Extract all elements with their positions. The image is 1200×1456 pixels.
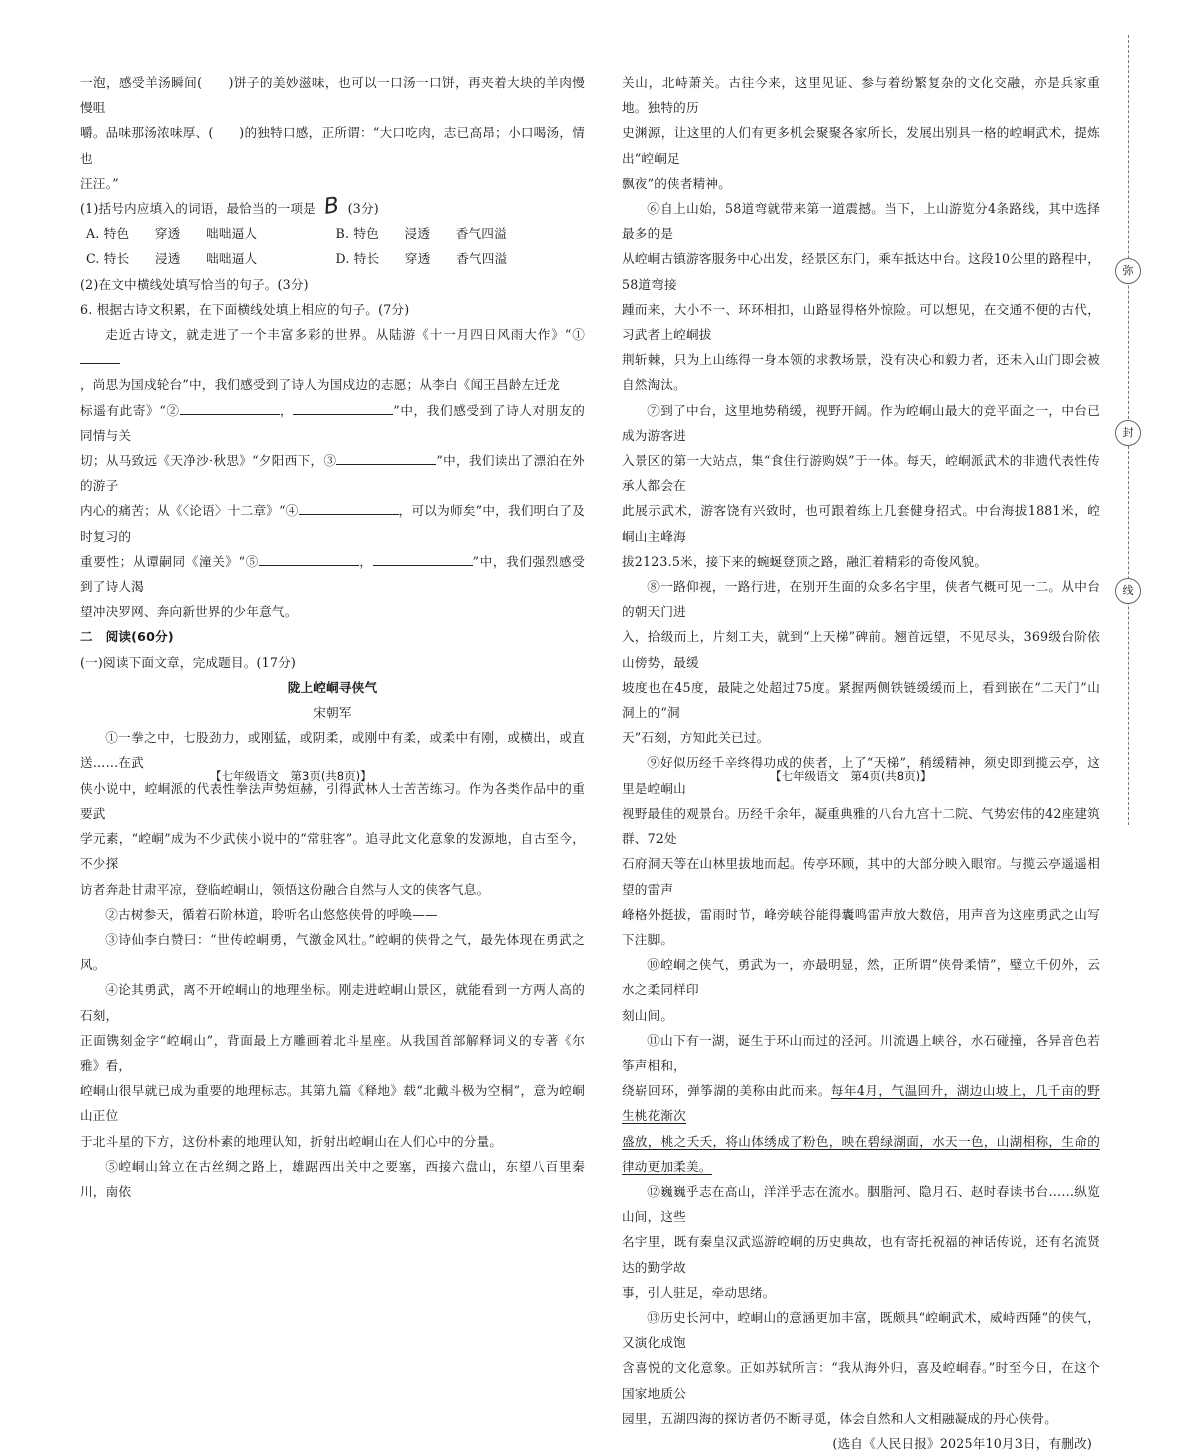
fill-blank-4[interactable] [299, 500, 399, 515]
section-heading: 二 阅读(60分) [80, 629, 174, 645]
article-line: 入，拾级而上，片刻工夫，就到“上天梯”碑前。翘首远望，不见尽头，369级台阶依山傍势，最缓 [622, 629, 1100, 670]
article-line: 踵而来，大小不一、环环相扣，山路显得格外惊险。可以想见，在交通不便的古代，习武者上崆峒拔 [622, 301, 1100, 343]
article-line: 学元素，“崆峒”成为不少武侠小说中的“常驻客”。追寻此文化意象的发源地，自古至今，不少探 [80, 831, 585, 872]
question-6-body: 走近古诗文，就走进了一个丰富多彩的世界。从陆游《十一月四日风雨大作》“① ，尚思为国戍轮台”中，我们感受到了诗人为国戍边的志愿；从李白《闻王昌龄左迁龙 标遥有此寄》“② ， ”中，我们感受到了诗人对朋友的同情与关 切；从马致远《天净沙·秋思》“夕阳西下，③ ”中，我们读出了漂泊在外的游子 内心的痛苦；从《〈论语〉十二章》“④ ，可以为师矣”中，我们明白了及时复习的 重要性；从谭嗣同《潼关》“⑤ ， ”中，我们强烈感受到了诗人渴 望冲决罗网、奔向新世界的少年意气。 [80, 327, 585, 620]
article-line: 拔2123.5米，接下来的蜿蜒登顶之路，融汇着精彩的奇俊风貌。 [622, 553, 988, 569]
article-line: ⑩崆峒之侠气，勇武为一，亦最明显，然，正所谓“侠骨柔情”，璧立千仞外，云水之柔同样印 [622, 957, 1100, 998]
subsection-heading: (一)阅读下面文章，完成题目。(17分) [80, 654, 296, 670]
left-page [80, 70, 585, 1199]
intro-line: 汪汪。” [80, 175, 119, 191]
article-line: 园里，五湖四海的探访者仍不断寻觅，体会自然和人文相融凝成的丹心侠骨。 [622, 1410, 1057, 1426]
question-6-title: 6. 根据古诗文积累，在下面横线处填上相应的句子。(7分) [80, 301, 410, 317]
article-line: ④论其勇武，离不开崆峒山的地理坐标。刚走进崆峒山景区，就能看到一方两人高的石刻， [80, 982, 585, 1023]
article-line: 正面镌刻金字“崆峒山”，背面最上方雕画着北斗星座。从我国首部解释词义的专著《尔雅》看， [80, 1032, 585, 1073]
article-line: ⑤崆峒山耸立在古丝绸之路上，雄踞西出关中之要塞，西接六盘山，东望八百里秦川，南依 [80, 1158, 585, 1199]
question-1-score: (3分) [347, 201, 379, 217]
article-source: (选自《人民日报》2025年10月3日，有删改) [832, 1435, 1092, 1451]
article-title: 陇上崆峒寻侠气 [287, 679, 378, 695]
binding-mark: 线 [1115, 578, 1141, 604]
article-line: 天”石刻，方知此关已过。 [622, 730, 770, 746]
article-line: 入景区的第一大站点，集“食住行游购娱”于一体。每天，崆峒派武术的非遗代表性传承人都会在 [622, 453, 1100, 494]
option-c: C. 特长 浸透 咄咄逼人 [86, 251, 258, 267]
question-1-text: (1)括号内应填入的词语，最恰当的一项是 [80, 201, 316, 217]
article-author: 宋朝军 [313, 705, 352, 721]
underlined-sentence: 盛放，桃之夭夭，将山体绣成了粉色，映在碧绿湖面，水天一色，山湖相称，生命的律动更加柔美。 [622, 1133, 1100, 1174]
article-line: 从崆峒古镇游客服务中心出发，经景区东门，乘车抵达中台。这段10公里的路程中，58道弯接 [622, 251, 1100, 292]
article-line: 峰格外挺拔，雷雨时节，峰旁峡谷能得囊鸣雷声放大数倍，用声音为这座勇武之山写下注脚。 [622, 906, 1100, 947]
article-line: 坡度也在45度，最陡之处超过75度。紧握两侧铁链缓缓而上，看到嵌在“二天门”山洞上的“洞 [622, 679, 1100, 721]
article-line: 绕崭回环，弹筝湖的美称由此而来。每年4月，气温回升，湖边山坡上，几千亩的野生桃花渐次 [622, 1083, 1100, 1124]
article-line: ⑥自上山始，58道弯就带来第一道震撼。当下，上山游览分4条路线，其中选择最多的是 [622, 201, 1100, 242]
right-page [622, 70, 1100, 1451]
fill-blank-5b[interactable] [373, 551, 473, 566]
article-line: ⑧一路仰视，一路行进，在别开生面的众多名宇里，侠者气概可见一二。从中台的朝天门进 [622, 579, 1100, 620]
page-footer-left: 【七年级语文 第3页(共8页)】 [210, 769, 372, 783]
option-d: D. 特长 穿透 香气四溢 [335, 251, 508, 267]
article-line: ①一拳之中，七股劲力，或刚猛，或阴柔，或刚中有柔，或柔中有刚，或横出，或直送……在武 [80, 730, 585, 771]
fill-blank-5a[interactable] [259, 551, 359, 566]
fill-blank-2a[interactable] [180, 400, 280, 415]
article-line: ⑪山下有一湖，诞生于环山而过的泾河。川流遇上峡谷，水石碰撞，各异音色若筝声相和， [622, 1032, 1100, 1073]
article-line: ②古树参天，循着石阶林道，聆听名山悠悠侠骨的呼唤—— [105, 906, 438, 922]
article-line: 名宇里，既有秦皇汉武巡游崆峒的历史典故，也有寄托祝福的神话传说，还有名流贤达的勤学故 [622, 1234, 1100, 1275]
article-line: 关山，北峙萧关。古往今来，这里见证、参与着纷繁复杂的文化交融，亦是兵家重地。独特的历 [622, 75, 1100, 116]
fill-blank-3[interactable] [336, 450, 436, 465]
article-line: 侠小说中，崆峒派的代表性拳法声势烜赫，引得武林人士苦苦练习。作为各类作品中的重要武 [80, 780, 585, 821]
article-line: 访者奔赴甘肃平凉，登临崆峒山，领悟这份融合自然与人文的侠客气息。 [80, 881, 490, 897]
article-line: ⑨好似历经千辛终得功成的侠者，上了“天梯”，稍缓精神，须史即到揽云亭，这里是崆峒山 [622, 755, 1100, 796]
article-line: 于北斗星的下方，这份朴素的地理认知，折射出崆峒山在人们心中的分量。 [80, 1133, 503, 1149]
article-line: 崆峒山很早就已成为重要的地理标志。其第九篇《释地》载“北戴斗极为空桐”，意为崆峒山正位 [80, 1083, 585, 1124]
option-b: B. 特色 浸透 香气四溢 [335, 226, 507, 242]
article-line: 石府洞天等在山林里拔地而起。传亭环顾，其中的大部分映入眼帘。与揽云亭遥遥相望的雷声 [622, 856, 1100, 897]
intro-line: 嚼。品味那汤浓味厚、( )的独特口感，正所谓：“大口吃肉，志已高昂；小口喝汤，情也 [80, 125, 585, 166]
question-2: (2)在文中横线处填写恰当的句子。(3分) [80, 276, 309, 292]
article-line: ⑫巍巍乎志在高山，洋洋乎志在流水。胭脂河、隐月石、赵时春读书台……纵览山间，这些 [622, 1183, 1100, 1225]
article-line: ③诗仙李白赞曰：“世传崆峒勇，气激金风壮。”崆峒的侠骨之气，最先体现在勇武之风。 [80, 931, 585, 973]
fill-blank-1[interactable] [80, 349, 120, 364]
article-line: 含喜悦的文化意象。正如苏轼所言：“我从海外归，喜及崆峒春。”时至今日，在这个国家地质公 [622, 1360, 1100, 1401]
article-line: ⑦到了中台，这里地势稍缓，视野开阔。作为崆峒山最大的竞平面之一，中台已成为游客进 [622, 402, 1100, 443]
article-line: 此展示武术，游客饶有兴致时，也可跟着练上几套健身招式。中台海拔1881米，崆峒山主峰海 [622, 503, 1100, 544]
article-line [622, 1129, 1100, 1179]
answer-options [80, 221, 585, 271]
page-footer-right: 【七年级语文 第4页(共8页)】 [770, 769, 932, 783]
option-a: A. 特色 穿透 咄咄逼人 [86, 226, 258, 242]
article-line: ⑬历史长河中，崆峒山的意涵更加丰富，既颇具“崆峒武术，威峙西陲”的侠气，又演化成饱 [622, 1309, 1100, 1351]
article-body [80, 725, 585, 1204]
article-line: 事，引人驻足，牵动思绪。 [622, 1284, 776, 1300]
article-line: 视野最佳的观景台。历经千余年，凝重典雅的八台九宫十二院、气势宏伟的42座建筑群、72处 [622, 805, 1100, 847]
binding-mark: 弥 [1115, 258, 1141, 284]
binding-mark: 封 [1115, 420, 1141, 446]
question-1 [80, 193, 585, 221]
article-line: 刻山间。 [622, 1007, 674, 1023]
fill-blank-2b[interactable] [293, 400, 393, 415]
article-line: 飘夜”的侠者精神。 [622, 175, 731, 191]
handwritten-answer: B [322, 193, 342, 220]
article-line: 史渊源，让这里的人们有更多机会聚聚各家所长，发展出别具一格的崆峒武术，提炼出“崆峒足 [622, 125, 1100, 166]
intro-line: 一泡，感受羊汤瞬间( )饼子的美妙滋味，也可以一口汤一口饼，再夹着大块的羊肉慢慢咀 [80, 75, 585, 116]
underlined-sentence: 每年4月，气温回升，湖边山坡上，几千亩的野生桃花渐次 [622, 1083, 1100, 1124]
article-line: 荆斩棘，只为上山练得一身本领的求教场景，没有决心和毅力者，还未入山门即会被自然淘汰。 [622, 352, 1100, 393]
